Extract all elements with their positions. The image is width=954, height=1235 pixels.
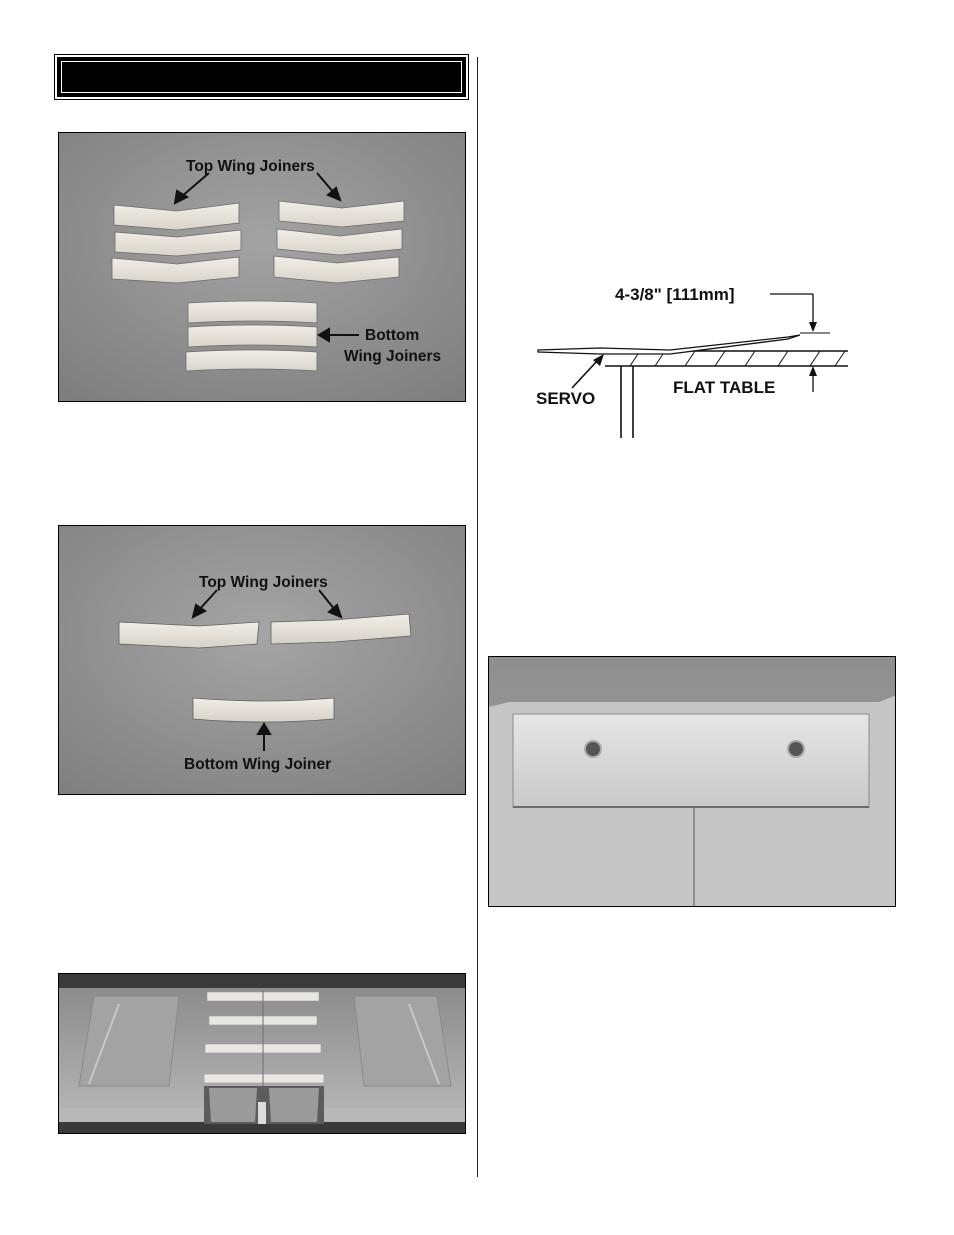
dimension-label: 4-3/8" [111mm] bbox=[615, 285, 735, 304]
flat-table-label: FLAT TABLE bbox=[673, 378, 776, 397]
diagram-dihedral-drawing bbox=[530, 280, 855, 445]
diagram-dihedral-measurement bbox=[530, 280, 855, 445]
photo-wing-halves-taped-drawing bbox=[59, 974, 466, 1134]
label-bottom-wing-joiners-line2: Wing Joiners bbox=[344, 348, 442, 365]
label-bottom-wing-joiners-line1: Bottom bbox=[365, 327, 420, 344]
label-top-wing-joiners: Top Wing Joiners bbox=[186, 158, 315, 175]
photo-wing-joiners-glued-drawing bbox=[59, 526, 466, 795]
servo-label: SERVO bbox=[536, 389, 596, 408]
photo-wing-joiners-set-drawing bbox=[59, 133, 466, 402]
photo-wing-halves-taped bbox=[58, 973, 466, 1134]
photo-wing-joiners-set bbox=[58, 132, 466, 402]
photo-wing-center-plate-drawing bbox=[489, 657, 896, 907]
label-bottom-wing-joiner: Bottom Wing Joiner bbox=[184, 756, 332, 773]
column-divider bbox=[477, 57, 478, 1177]
photo-wing-center-plate bbox=[488, 656, 896, 907]
photo-wing-joiners-glued bbox=[58, 525, 466, 795]
section-title-bar bbox=[57, 57, 466, 97]
section-title-inner-border bbox=[61, 61, 462, 93]
label-top-wing-joiners-2: Top Wing Joiners bbox=[199, 574, 328, 591]
